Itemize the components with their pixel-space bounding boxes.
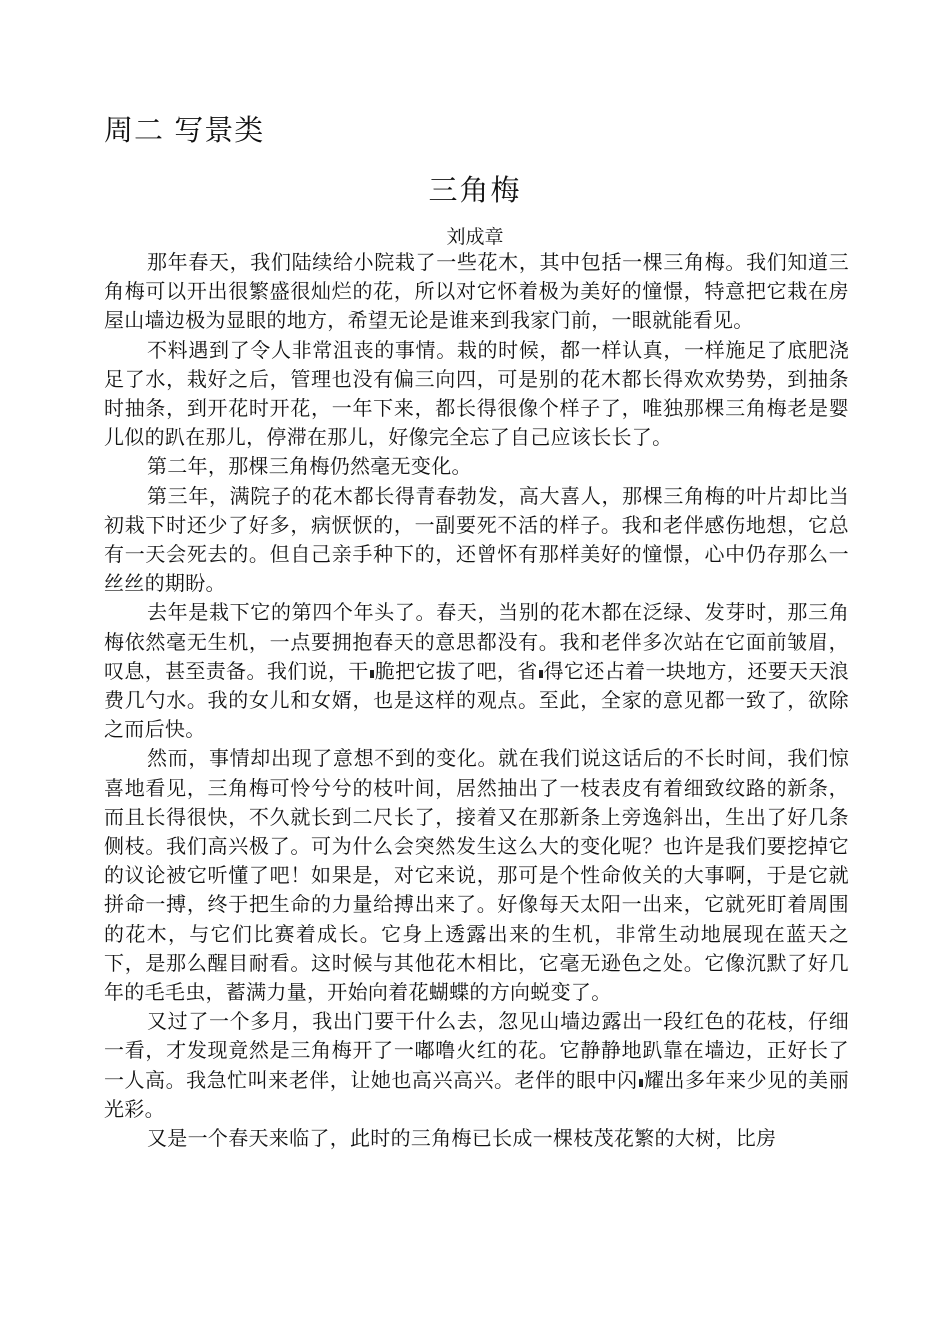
paragraph: 那年春天，我们陆续给小院栽了一些花木，其中包括一棵三角梅。我们知道三角梅可以开出很繁盛很灿烂的花，所以对它怀着极为美好的憧憬，特意把它栽在房屋山墙边极为显眼的地方，希望无论是谁来到我家门前，一眼就能看见。	[104, 250, 849, 333]
paragraph	[104, 1007, 849, 1124]
paragraph: 第三年，满院子的花木都长得青春勃发，高大喜人，那棵三角梅的叶片却比当初栽下时还少了好多，病恹恹的，一副要死不活的样子。我和老伴感伤地想，它总有一天会死去的。但自己亲手种下的，还曾怀有那样美好的憧憬，心中仍存那么一丝丝的期盼。	[104, 483, 849, 596]
paragraph: 不料遇到了令人非常沮丧的事情。栽的时候，都一样认真，一样施足了底肥浇足了水，栽好之后，管理也没有偏三向四，可是别的花木都长得欢欢势势，到抽条时抽条，到开花时开花，一年下来，都长得很像个样子了，唯独那棵三角梅老是婴儿似的趴在那儿，停滞在那儿，好像完全忘了自己应该长长了。	[104, 337, 849, 450]
paragraph-text: 耀出多年来少见的美丽光彩。	[104, 1067, 849, 1121]
scan-mark	[539, 670, 543, 678]
paragraph-text: 又过了一个多月，我出门要干什么去，忽见山墙边露出一段红色的花枝，仔细一看，才发现竟然是三角梅开了一嘟噜火红的花。它静静地趴靠在墙边，正好长了一人高。我急忙叫来老伴，让她也高兴高兴。老伴的眼中闪	[104, 1009, 849, 1092]
scan-mark	[639, 1079, 643, 1087]
section-heading: 周二 写景类	[104, 113, 265, 147]
paragraph-text: 脆把它拔了吧，省	[374, 658, 538, 683]
article-body	[104, 248, 849, 1153]
paragraph: 第二年，那棵三角梅仍然毫无变化。	[147, 454, 472, 479]
paragraph-text: 去年是栽下它的第四个年头了。春天，当别的花木都在泛绿、发芽时，那三角梅依然毫无生机，一点要拥抱春天的意思都没有。我和老伴多次站在它面前皱眉，叹息，甚至责备。我们说，干	[104, 600, 849, 683]
scan-mark	[370, 670, 374, 678]
article-title: 三角梅	[428, 173, 522, 207]
paragraph-text: 得它还占着一块地方，还要天天浪费几勺水。我的女儿和女婿，也是这样的观点。至此，全家的意见都一致了，欲除之而后快。	[104, 658, 849, 742]
author-name: 刘成章	[446, 226, 504, 248]
paragraph	[104, 598, 849, 744]
paragraph: 然而，事情却出现了意想不到的变化。就在我们说这话后的不长时间，我们惊喜地看见，三角梅可怜兮兮的枝叶间，居然抽出了一枝表皮有着细致纹路的新条，而且长得很快，不久就长到二尺长了，接着又在那新条上旁逸斜出，生出了好几条侧枝。我们高兴极了。可为什么会突然发生这么大的变化呢？也许是我们要挖掉它的议论被它听懂了吧！如果是，对它来说，那可是个性命攸关的大事啊，于是它就拼命一搏，终于把生命的力量给搏出来了。好像每天太阳一出来，它就死盯着周围的花木，与它们比赛着成长。它身上透露出来的生机，非常生动地展现在蓝天之下，是那么醒目耐看。这时候与其他花木相比，它毫无逊色之处。它像沉默了好几年的毛毛虫，蓄满力量，开始向着花蝴蝶的方向蜕变了。	[104, 746, 849, 1005]
paragraph: 又是一个春天来临了，此时的三角梅已长成一棵枝茂花繁的大树，比房	[147, 1126, 777, 1151]
